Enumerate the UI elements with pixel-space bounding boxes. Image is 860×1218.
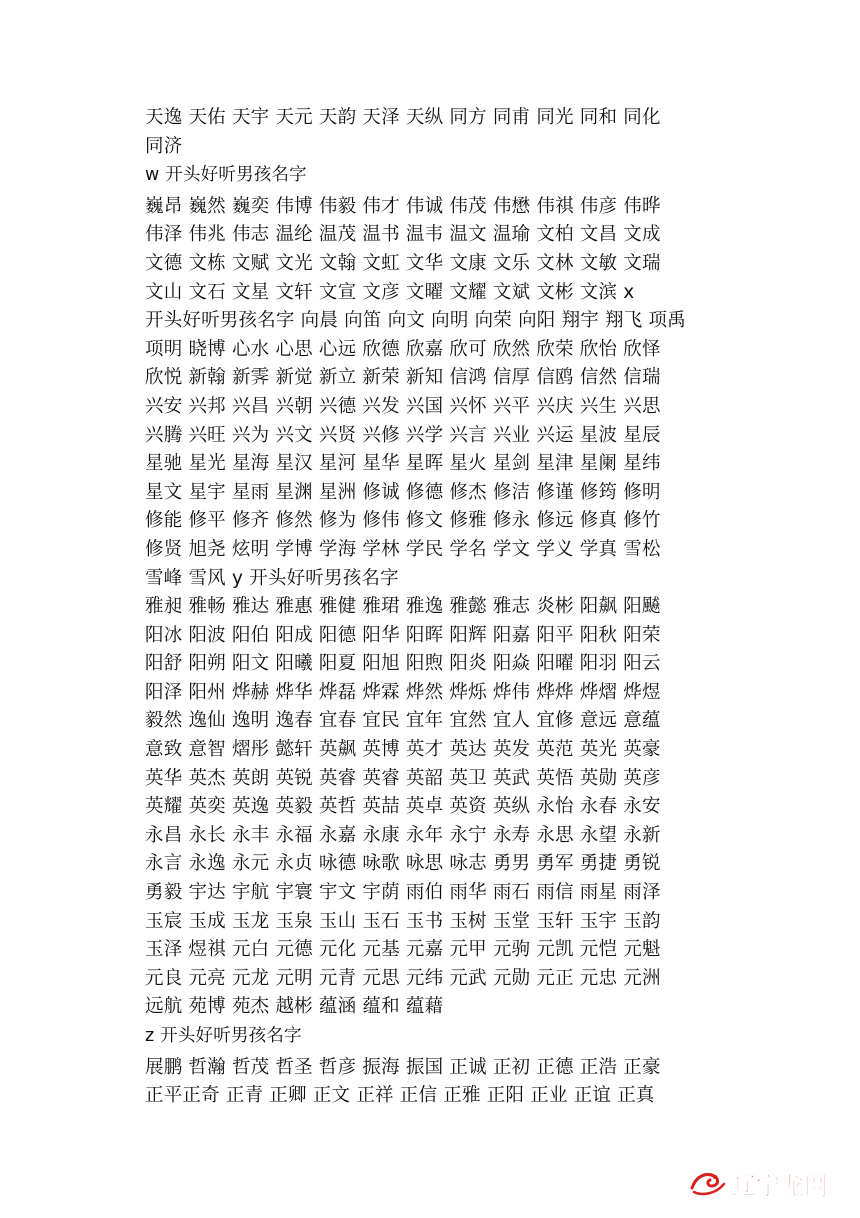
text-line: 巍昂 巍然 巍奕 伟博 伟毅 伟才 伟诚 伟茂 伟懋 伟祺 伟彦 伟晔: [145, 195, 661, 217]
text-line: 正平正奇 正青 正卿 正文 正祥 正信 正雅 正阳 正业 正谊 正真: [145, 1085, 655, 1107]
text-line: 星文 星宇 星雨 星渊 星洲 修诚 修德 修杰 修洁 修谨 修筠 修明: [145, 481, 661, 503]
text-line: 意致 意智 熠彤 懿轩 英飙 英博 英才 英达 英发 英范 英光 英豪: [145, 739, 661, 761]
text-line: 文山 文石 文星 文轩 文宣 文彦 文曜 文耀 文斌 文彬 文滨 x: [145, 281, 635, 303]
watermark-text: 辽宁龙网: [732, 1171, 828, 1200]
text-line: 勇毅 宇达 宇航 宇寰 宇文 宇荫 雨伯 雨华 雨石 雨信 雨星 雨泽: [145, 882, 661, 904]
text-line: 修能 修平 修齐 修然 修为 修伟 修文 修雅 修永 修远 修真 修竹: [145, 510, 661, 532]
document-body: [145, 104, 745, 1111]
text-line: 欣悦 新翰 新霁 新觉 新立 新荣 新知 信鸿 信厚 信鸥 信然 信瑞: [145, 367, 661, 389]
text-line: 展鹏 哲瀚 哲茂 哲圣 哲彦 振海 振国 正诚 正初 正德 正浩 正豪: [145, 1056, 661, 1078]
text-line: 修贤 旭尧 炫明 学博 学海 学林 学民 学名 学文 学义 学真 雪松: [145, 538, 661, 560]
text-line: 天逸 天佑 天宇 天元 天韵 天泽 天纵 同方 同甫 同光 同和 同化: [145, 107, 661, 128]
text-line: 星驰 星光 星海 星汉 星河 星华 星晖 星火 星剑 星津 星阑 星纬: [145, 453, 661, 475]
text-line: 项明 晓博 心水 心思 心远 欣德 欣嘉 欣可 欣然 欣荣 欣怡 欣怿: [145, 338, 661, 360]
text-line: 雪峰 雪风 y 开头好听男孩名字: [145, 567, 399, 589]
text-line: 伟泽 伟兆 伟志 温纶 温茂 温书 温韦 温文 温瑜 文柏 文昌 文成: [145, 224, 661, 246]
text-line: 毅然 逸仙 逸明 逸春 宜春 宜民 宜年 宜然 宜人 宜修 意远 意蕴: [145, 710, 661, 732]
text-line: 玉泽 煜祺 元白 元德 元化 元基 元嘉 元甲 元驹 元凯 元恺 元魁: [145, 939, 661, 961]
site-watermark: [688, 1166, 828, 1200]
text-line: 永昌 永长 永丰 永福 永嘉 永康 永年 永宁 永寿 永思 永望 永新: [145, 824, 661, 846]
text-line: 阳舒 阳朔 阳文 阳曦 阳夏 阳旭 阳煦 阳炎 阳焱 阳曜 阳羽 阳云: [145, 653, 661, 675]
text-line: 文德 文栋 文赋 文光 文翰 文虹 文华 文康 文乐 文林 文敏 文瑞: [145, 252, 661, 274]
text-line: 兴腾 兴旺 兴为 兴文 兴贤 兴修 兴学 兴言 兴业 兴运 星波 星辰: [145, 424, 661, 446]
section-heading-w: w 开头好听男孩名字: [145, 165, 307, 186]
text-line: 阳泽 阳州 烨赫 烨华 烨磊 烨霖 烨然 烨烁 烨伟 烨烨 烨熠 烨煜: [145, 681, 661, 703]
text-line: 同济: [145, 135, 183, 157]
text-line: 玉宸 玉成 玉龙 玉泉 玉山 玉石 玉书 玉树 玉堂 玉轩 玉宇 玉韵: [145, 910, 661, 932]
text-line: 兴安 兴邦 兴昌 兴朝 兴德 兴发 兴国 兴怀 兴平 兴庆 兴生 兴思: [145, 395, 661, 417]
section-heading-z: z 开头好听男孩名字: [145, 1026, 302, 1046]
text-line: 英耀 英奕 英逸 英毅 英哲 英喆 英卓 英资 英纵 永怡 永春 永安: [145, 796, 661, 818]
text-line: 阳冰 阳波 阳伯 阳成 阳德 阳华 阳晖 阳辉 阳嘉 阳平 阳秋 阳荣: [145, 624, 661, 646]
text-line: 永言 永逸 永元 永贞 咏德 咏歌 咏思 咏志 勇男 勇军 勇捷 勇锐: [145, 853, 661, 875]
text-line: 开头好听男孩名字 向晨 向笛 向文 向明 向荣 向阳 翔宇 翔飞 项禹: [145, 310, 686, 332]
dragon-logo-icon: [688, 1168, 728, 1198]
text-line: 雅昶 雅畅 雅达 雅惠 雅健 雅珺 雅逸 雅懿 雅志 炎彬 阳飙 阳飇: [145, 596, 661, 618]
text-line: 英华 英杰 英朗 英锐 英睿 英睿 英韶 英卫 英武 英悟 英勋 英彦: [145, 767, 661, 789]
text-line: 远航 苑博 苑杰 越彬 蕴涵 蕴和 蕴藉: [145, 996, 444, 1018]
text-line: 元良 元亮 元龙 元明 元青 元思 元纬 元武 元勋 元正 元忠 元洲: [145, 967, 661, 989]
